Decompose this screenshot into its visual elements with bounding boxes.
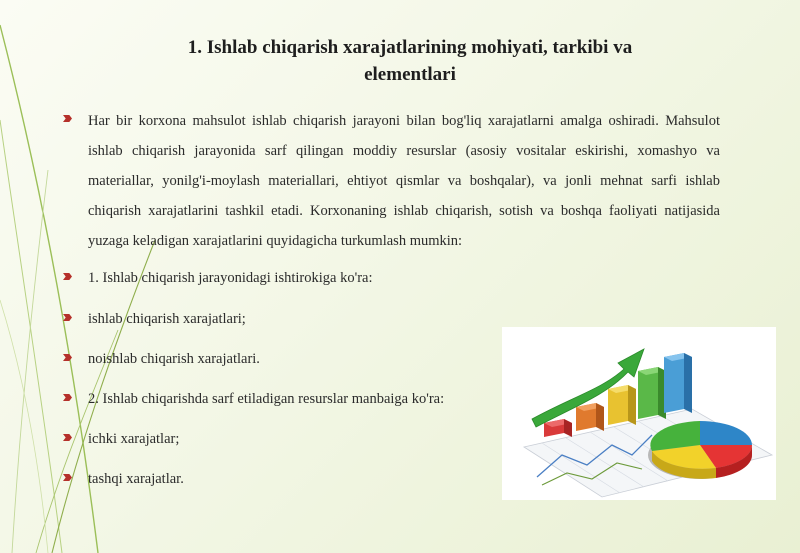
list-item: ishlab chiqarish xarajatlari; bbox=[88, 311, 246, 327]
chart-graphic-icon bbox=[502, 327, 776, 500]
list-item: 1. Ishlab chiqarish jarayonidagi ishtirokiga ko'ra: bbox=[88, 270, 373, 286]
business-chart-illustration bbox=[502, 327, 776, 500]
list-item: tashqi xarajatlar. bbox=[88, 471, 184, 487]
list-item: 2. Ishlab chiqarishda sarf etiladigan resurslar manbaiga ko'ra: bbox=[88, 391, 445, 407]
list-item: ichki xarajatlar; bbox=[88, 431, 180, 447]
slide-title: 1. Ishlab chiqarish xarajatlarining mohiyati, tarkibi va elementlari bbox=[187, 37, 633, 85]
list-item: noishlab chiqarish xarajatlari. bbox=[88, 351, 260, 367]
intro-paragraph: Har bir korxona mahsulot ishlab chiqarish jarayoni bilan bog'liq xarajatlarni amalga oshiradi. Mahsulot ishlab chiqarish jarayonida sarf qilingan moddiy resurslar (asosiy vositalar eskirishi, xomashyo va materiallar, yonilg'i-moylash materiallari, ehtiyot qismlar va boshqalar), va jonli mehnat sarfi ishlab chiqarish xarajatlarini tashkil etadi. Korxonaning ishlab chiqarish, sotish va boshqa faoliyati natijasida yuzaga keladigan xarajatlarini quyidagicha turkumlash mumkin: bbox=[88, 113, 720, 249]
